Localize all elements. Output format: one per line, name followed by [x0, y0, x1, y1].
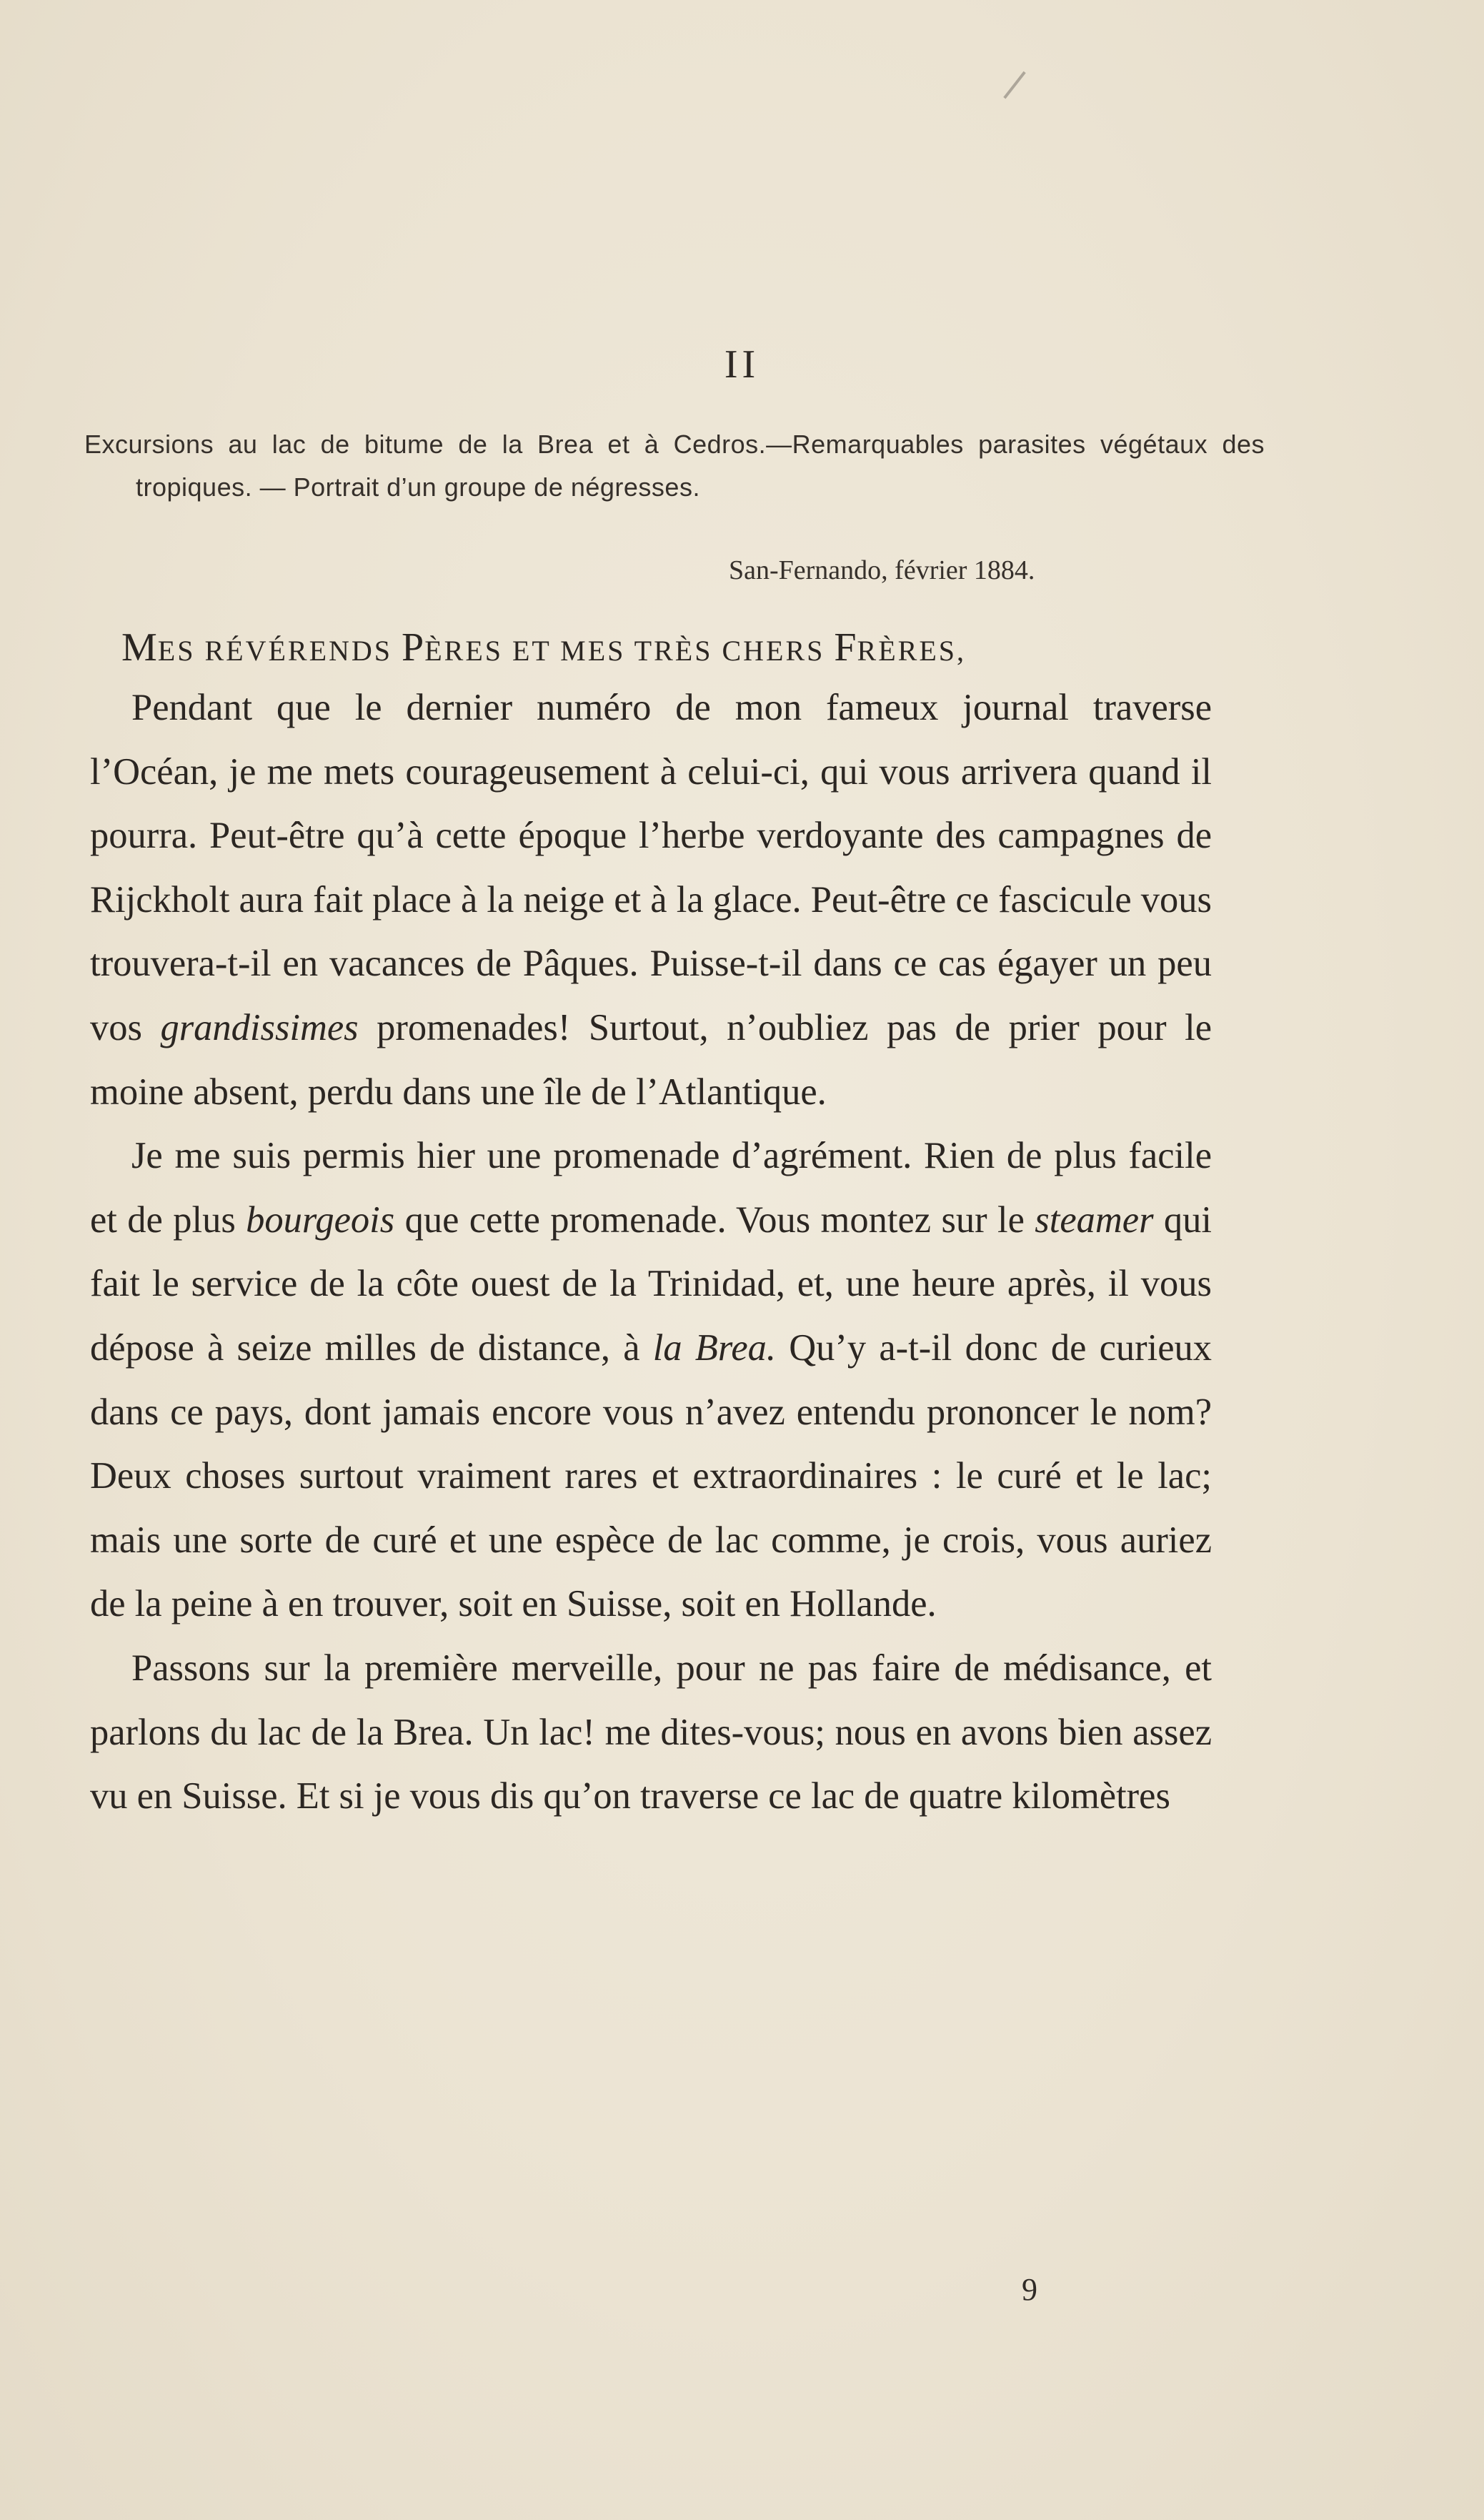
italic-bourgeois: bourgeois [246, 1199, 395, 1241]
salutation-cap-1: M [121, 625, 158, 670]
italic-la-brea: la Brea. [652, 1326, 777, 1369]
chapter-number: II [724, 342, 760, 387]
italic-steamer: steamer [1035, 1199, 1154, 1241]
paragraph-2: Je me suis permis hier une promenade d’agrément. Rien de plus facile et de plus bourgeois que cette promenade. Vous montez sur le steamer qui fait le service de la côte ouest de la Trinidad, et, une heure après, il vous dépose à seize milles de distance, à la Brea. Qu’y a-t-il donc de curieux dans ce pays, dont jamais encore vous n’avez entendu prononcer le nom? Deux choses surtout vraiment rares et extraordinaires : le curé et le lac; mais une sorte de curé et une espèce de lac comme, je crois, vous auriez de la peine à en trouver, soit en Suisse, soit en Hollande. [90, 1135, 1212, 1625]
italic-grandissimes: grandissimes [160, 1006, 359, 1048]
salutation-smallcaps-1: ES RÉVÉRENDS [157, 635, 402, 667]
chapter-summary: Excursions au lac de bitume de la Brea et à Cedros.—Remarquables parasites végétaux des tropiques. — Portrait d’un groupe de négresses. [84, 430, 1265, 502]
paragraph-3: Passons sur la première merveille, pour ne pas faire de médisance, et parlons du lac de la Brea. Un lac! me dites-vous; nous en avons bien assez vu en Suisse. Et si je vous dis qu’on traverse ce lac de quatre kilomètres [90, 1647, 1212, 1817]
salutation-smallcaps-3: RÈRES, [857, 635, 967, 667]
salutation-cap-2: P [402, 625, 425, 670]
paragraph-1: Pendant que le dernier numéro de mon fameux journal traverse l’Océan, je me mets courageusement à celui-ci, qui vous arrivera quand il pourra. Peut-être qu’à cette époque l’herbe verdoyante des campagnes de Rijckholt aura fait place à la neige et à la glace. Peut-être ce fascicule vous trouvera-t-il en vacances de Pâques. Puisse-t-il dans ce cas égayer un peu vos grandissimes promenades! Surtout, n’oubliez pas de prier pour le moine absent, perdu dans une île de l’Atlantique. [90, 687, 1212, 1113]
salutation-smallcaps-2: ÈRES ET MES TRÈS CHERS [424, 635, 835, 667]
salutation-cap-3: F [834, 625, 857, 670]
pencil-mark [1003, 71, 1025, 99]
letter-dateline: San-Fernando, février 1884. [729, 555, 1035, 585]
letter-paragraphs [90, 676, 1212, 1829]
page-number: 9 [1022, 2272, 1037, 2307]
letter-salutation [121, 625, 966, 670]
